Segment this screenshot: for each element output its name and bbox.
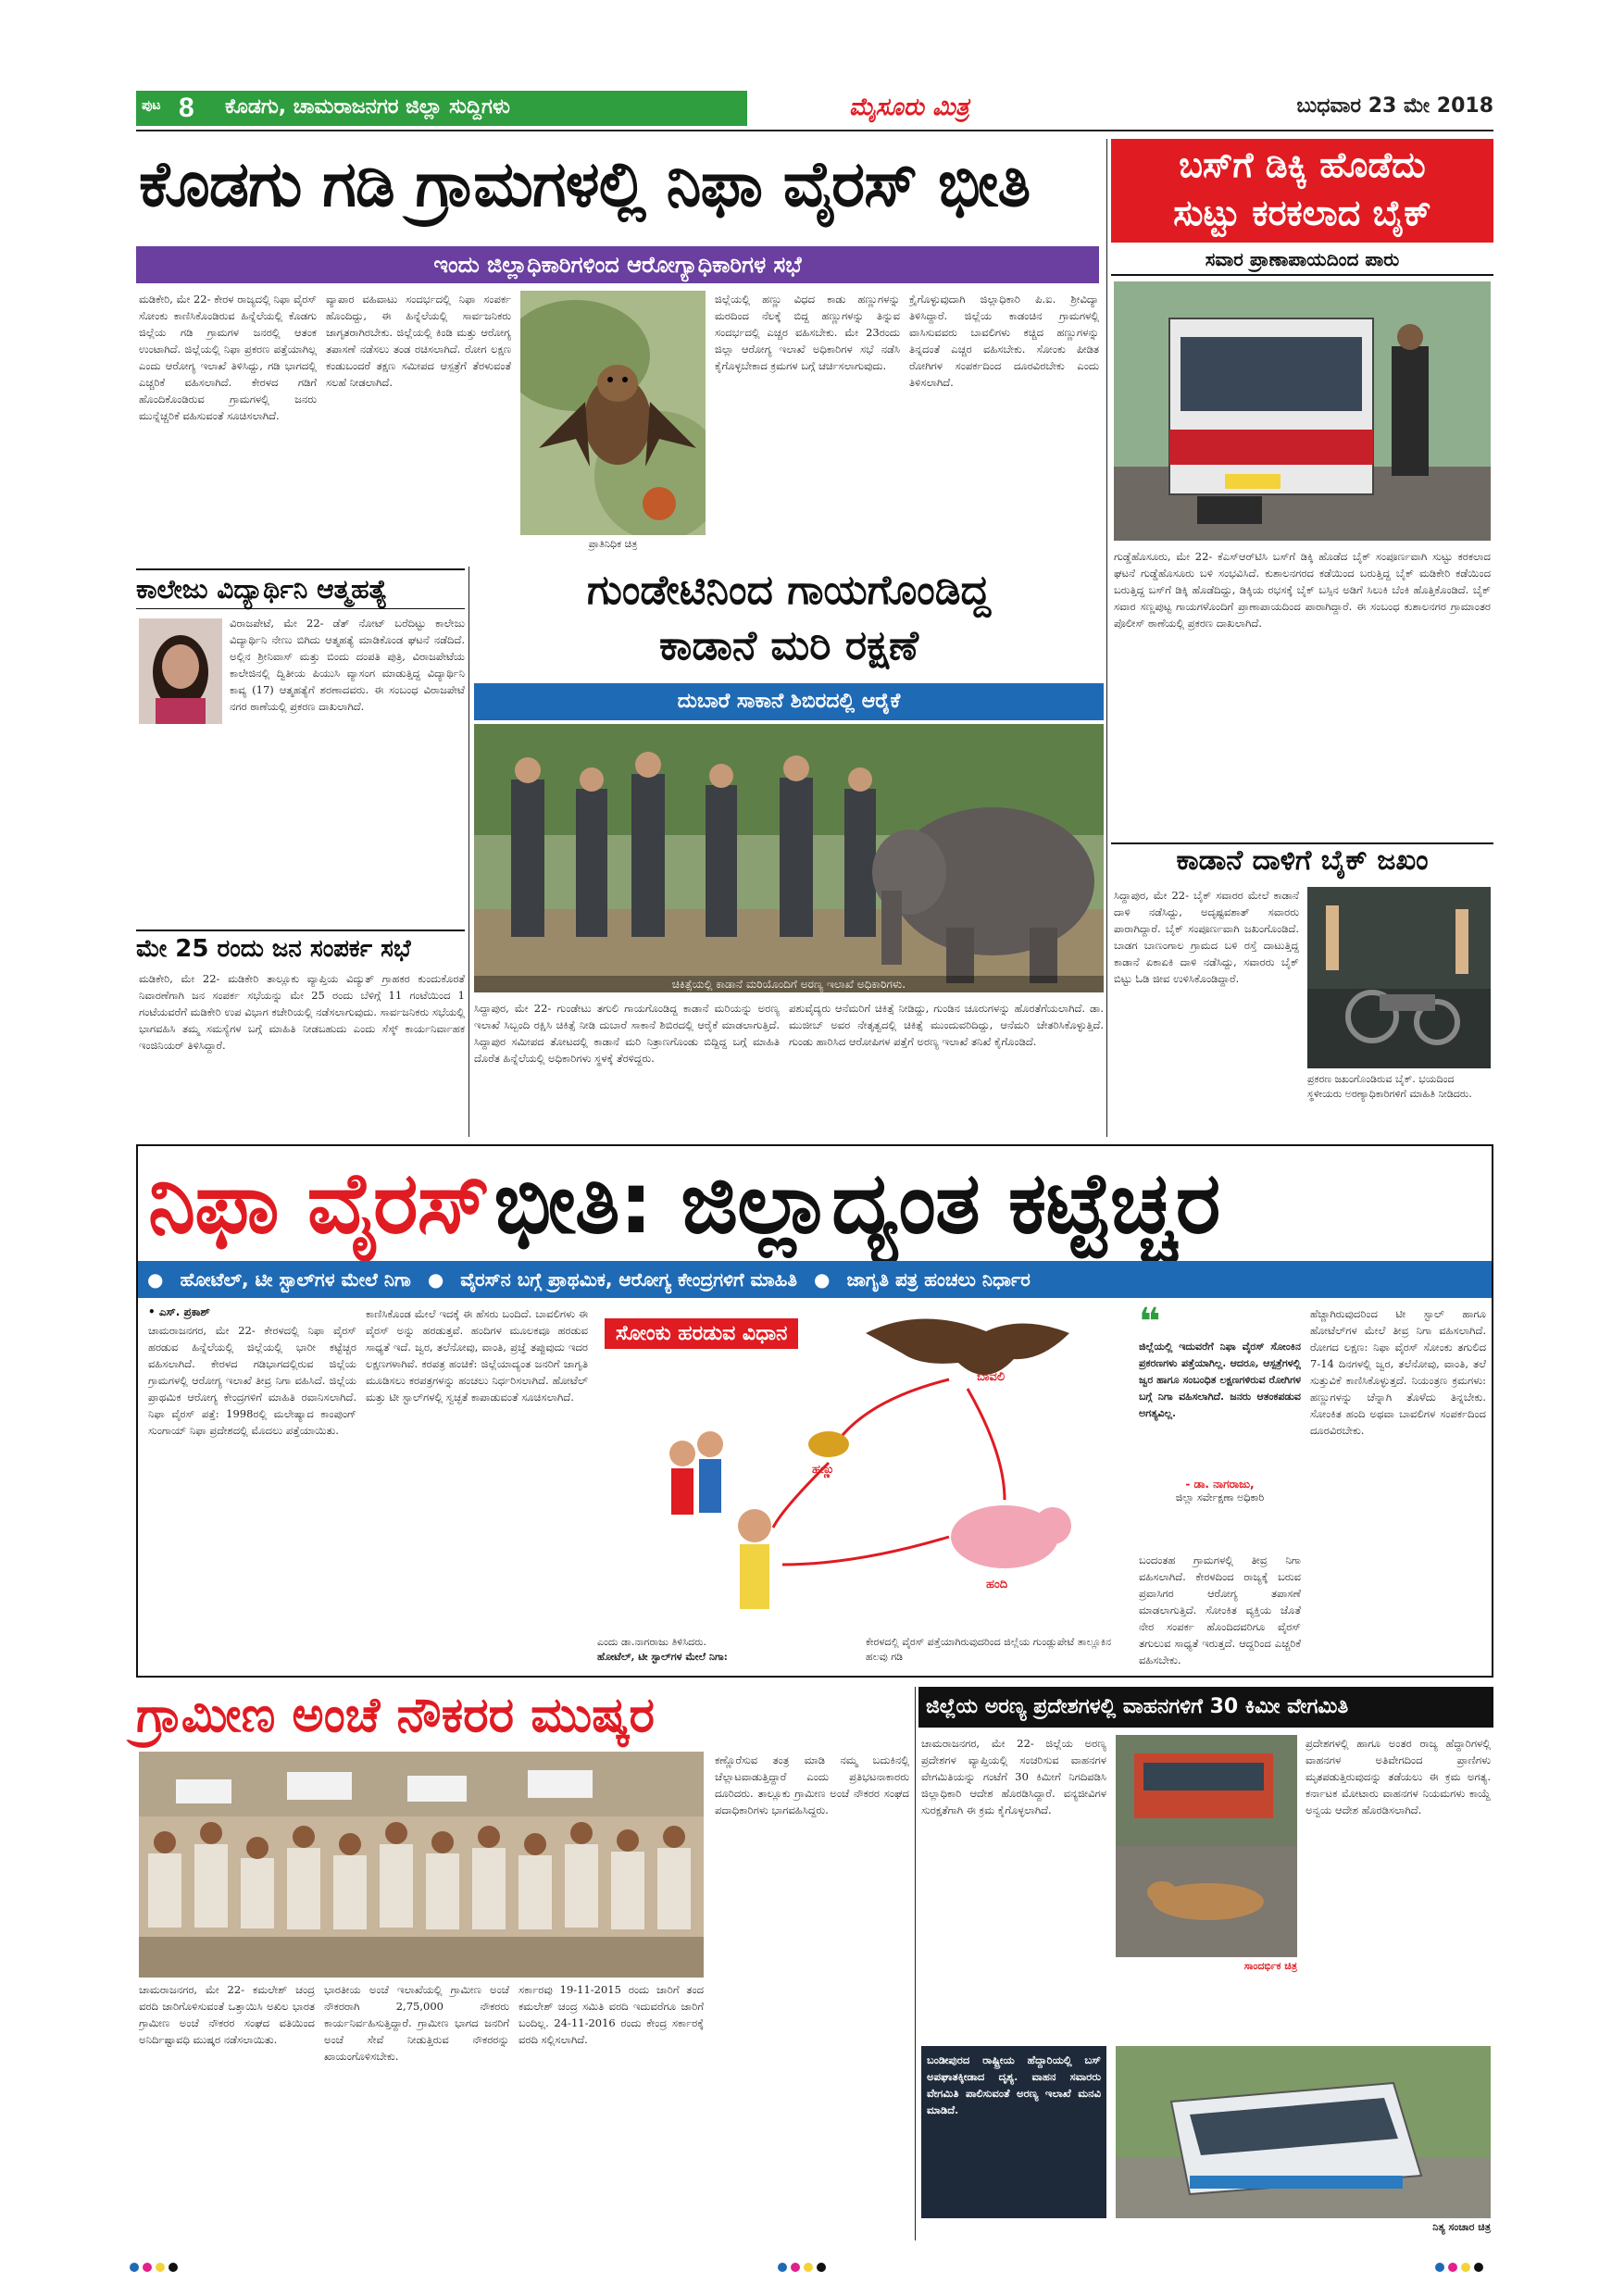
infection-diagram bbox=[597, 1305, 1130, 1629]
rescue-photo bbox=[474, 724, 1104, 992]
forest-col-1: ಚಾಮರಾಜನಗರ, ಮೇ 22- ಜಿಲ್ಲೆಯ ಅರಣ್ಯ ಪ್ರದೇಶಗಳ ವ್ಯಾಪ್ತಿಯಲ್ಲಿ ಸಂಚರಿಸುವ ವಾಹನಗಳ ವೇಗಮಿತಿಯನ್ನು ಗಂಟೆಗೆ 30 ಕಿಮೀಗೆ ನಿಗದಿಪಡಿಸಿ ಜಿಲ್ಲಾಧಿಕಾರಿ ಆದೇಶ ಹೊರಡಿಸಿದ್ದಾರೆ. ವನ್ಯಜೀವಿಗಳ ಸುರಕ್ಷತೆಗಾಗಿ ಈ ಕ್ರಮ ಕೈಗೊಳ್ಳಲಾಗಿದೆ. bbox=[921, 1737, 1106, 1816]
lead-col-4: ಜಿಲ್ಲೆಯಲ್ಲಿ ಹಣ್ಣು ವಿಧದ ಕಾಡು ಹಣ್ಣುಗಳನ್ನು ಮರದಿಂದ ನೆಲಕ್ಕೆ ಬಿದ್ದ ಹಣ್ಣುಗಳನ್ನು ತಿನ್ನುವ ಸಂದರ್ಭದಲ್ಲಿ ಎಚ್ಚರ ವಹಿಸಬೇಕು. ಮೇ 23ರಂದು ಜಿಲ್ಲಾ ಆರೋಗ್ಯ ಇಲಾಖೆ ಅಧಿಕಾರಿಗಳ ಸಭೆ ನಡೆಸಿ ಕೈಗೊಳ್ಳಬೇಕಾದ ಕ್ರಮಗಳ ಬಗ್ಗೆ ಚರ್ಚಿಸಲಾಗುವುದು. bbox=[715, 293, 900, 372]
section-title: ಕೊಡಗು, ಚಾಮರಾಜನಗರ ಜಿಲ್ಲಾ ಸುದ್ದಿಗಳು bbox=[225, 95, 510, 119]
quote-mark-icon: ❝ bbox=[1139, 1301, 1161, 1343]
column-rule bbox=[468, 567, 469, 1137]
column-rule bbox=[1106, 139, 1107, 1137]
rescue-headline-2: ಕಾಡಾನೆ ಮರಿ ರಕ್ಷಣೆ bbox=[659, 622, 918, 669]
quote-role: ಜಿಲ್ಲಾ ಸರ್ವೇಕ್ಷಣಾ ಅಧಿಕಾರಿ bbox=[1175, 1491, 1265, 1504]
registration-dot bbox=[143, 2263, 152, 2272]
rescue-headline-1: ಗುಂಡೇಟಿನಿಂದ ಗಾಯಗೊಂಡಿದ್ದ bbox=[587, 567, 991, 614]
strike-photo bbox=[139, 1752, 704, 1978]
postal-col-2: ಭಾರತೀಯ ಅಂಚೆ ಇಲಾಖೆಯಲ್ಲಿ ಗ್ರಾಮೀಣ ಅಂಚೆ ನೌಕರರಾಗಿ 2,75,000 ನೌಕರರು ಕಾರ್ಯನಿರ್ವಹಿಸುತ್ತಿದ್ದಾರೆ. ಗ್ರಾಮೀಣ ಭಾಗದ ಜನರಿಗೆ ಅಂಚೆ ಸೇವೆ ನೀಡುತ್ತಿರುವ ನೌಕರರನ್ನು ಖಾಯಂಗೊಳಿಸಬೇಕು. bbox=[324, 1983, 509, 2063]
lead-subhead: ಇಂದು ಜಿಲ್ಲಾಧಿಕಾರಿಗಳಿಂದ ಆರೋಗ್ಯಾಧಿಕಾರಿಗಳ ಸಭೆ bbox=[136, 246, 1099, 283]
nipah-col-right-2: ಹೆಚ್ಚಾಗಿರುವುದರಿಂದ ಟೀ ಸ್ಟಾಲ್ ಹಾಗೂ ಹೋಟೆಲ್‌ಗಳ ಮೇಲೆ ತೀವ್ರ ನಿಗಾ ವಹಿಸಲಾಗಿದೆ. ರೋಗದ ಲಕ್ಷಣ: ನಿಫಾ ವೈರಸ್ ಸೋಂಕು ತಗುಲಿದ 7-14 ದಿನಗಳಲ್ಲಿ ಜ್ವರ, ತಲೆನೋವು, ವಾಂತಿ, ತಲೆ ಸುತ್ತುವಿಕೆ ಕಾಣಿಸಿಕೊಳ್ಳುತ್ತದೆ. ನಿಯಂತ್ರಣ ಕ್ರಮಗಳು: ಹಣ್ಣುಗಳನ್ನು ಚೆನ್ನಾಗಿ ತೊಳೆದು ತಿನ್ನಬೇಕು. ಸೋಂಕಿತ ಹಂದಿ ಅಥವಾ ಬಾವಲಿಗಳ ಸಂಪರ್ಕದಿಂದ ದೂರವಿರಬೇಕು. bbox=[1310, 1307, 1486, 1437]
diagram-caption-left bbox=[597, 1635, 856, 1665]
diagram-illustration bbox=[597, 1305, 1130, 1629]
postal-col-4: ಕಣ್ಣೊರೆಸುವ ತಂತ್ರ ಮಾಡಿ ನಮ್ಮ ಬದುಕಿನಲ್ಲಿ ಚೆಲ್ಲಾಟವಾಡುತ್ತಿದ್ದಾರೆ ಎಂದು ಪ್ರತಿಭಟನಾಕಾರರು ದೂರಿದರು. ತಾಲ್ಲೂಕು ಗ್ರಾಮೀಣ ಅಂಚೆ ನೌಕರರ ಸಂಘದ ಪದಾಧಿಕಾರಿಗಳು ಭಾಗವಹಿಸಿದ್ದರು. bbox=[715, 1753, 909, 1816]
rescue-photo-caption: ಚಿಕಿತ್ಸೆಯಲ್ಲಿ ಕಾಡಾನೆ ಮರಿಯೊಂದಿಗೆ ಅರಣ್ಯ ಇಲಾಖೆ ಅಧಿಕಾರಿಗಳು. bbox=[474, 976, 1104, 992]
registration-dot bbox=[130, 2263, 139, 2272]
registration-dot bbox=[804, 2263, 813, 2272]
nipah-headline-red: ನಿಫಾ ವೈರಸ್ bbox=[148, 1154, 490, 1253]
diagram-label-fruit: ಹಣ್ಣು bbox=[812, 1463, 835, 1477]
bullet-dot: ● bbox=[813, 1268, 831, 1291]
page-number: 8 bbox=[179, 93, 194, 123]
bus-headline-line2: ಸುಟ್ಟು ಕರಕಲಾದ ಬೈಕ್ bbox=[1173, 193, 1431, 233]
elephant-attack-headline: ಕಾಡಾನೆ ದಾಳಿಗೆ ಬೈಕ್ ಜಖಂ bbox=[1111, 842, 1493, 881]
quote-author: - ಡಾ. ನಾಗರಾಜು, bbox=[1185, 1478, 1255, 1491]
paper-name: ಮೈಸೂರು ಮಿತ್ರ bbox=[849, 94, 969, 121]
lead-headline: ಕೊಡಗು ಗಡಿ ಗ್ರಾಮಗಳಲ್ಲಿ ನಿಫಾ ವೈರಸ್ ಭೀತಿ bbox=[139, 148, 1031, 221]
nipah-bullet: ವೈರಸ್‌ನ ಬಗ್ಗೆ ಪ್ರಾಥಮಿಕ, ಆರೋಗ್ಯ ಕೇಂದ್ರಗಳಿಗೆ ಮಾಹಿತಿ bbox=[460, 1268, 797, 1291]
bat-photo bbox=[520, 291, 706, 535]
diagram-label-pig: ಹಂದಿ bbox=[986, 1578, 1008, 1591]
registration-dot bbox=[169, 2263, 178, 2272]
attack-photo-caption: ಪ್ರಕರಣ ಜಖಂಗೊಂಡಿರುವ ಬೈಕ್. ಭಯದಿಂದ ಸ್ಥಳೀಯರು ಅರಣ್ಯಾಧಿಕಾರಿಗಳಿಗೆ ಮಾಹಿತಿ ನೀಡಿದರು. bbox=[1307, 1073, 1472, 1100]
registration-dot bbox=[791, 2263, 800, 2272]
rescue-col-2: ಪಶುವೈದ್ಯರು ಆನೆಮರಿಗೆ ಚಿಕಿತ್ಸೆ ನೀಡಿದ್ದು, ಗುಂಡಿನ ಚೂರುಗಳನ್ನು ಹೊರತೆಗೆಯಲಾಗಿದೆ. ಡಾ. ಮುಜೀಬ್ ಅವರ ನೇತೃತ್ವದಲ್ಲಿ ಚಿಕಿತ್ಸೆ ಮುಂದುವರಿದಿದ್ದು, ಆನೆಮರಿ ಚೇತರಿಸಿಕೊಳ್ಳುತ್ತಿದೆ. ಗುಂಡು ಹಾರಿಸಿದ ಆರೋಪಿಗಳ ಪತ್ತೆಗೆ ಅರಣ್ಯ ಇಲಾಖೆ ತನಿಖೆ ಕೈಗೊಂಡಿದೆ. bbox=[789, 1002, 1104, 1048]
registration-dot bbox=[1474, 2263, 1483, 2272]
bat-photo-caption: ಪ್ರಾತಿನಿಧಿಕ ಚಿತ್ರ bbox=[588, 538, 638, 550]
bullet-dot: ● bbox=[427, 1268, 444, 1291]
postal-col-1: ಚಾಮರಾಜನಗರ, ಮೇ 22- ಕಮಲೇಶ್ ಚಂದ್ರ ವರದಿ ಜಾರಿಗೊಳಿಸುವಂತೆ ಒತ್ತಾಯಿಸಿ ಅಖಿಲ ಭಾರತ ಗ್ರಾಮೀಣ ಅಂಚೆ ನೌಕರರ ಸಂಘದ ವತಿಯಿಂದ ಅನಿರ್ದಿಷ್ಟಾವಧಿ ಮುಷ್ಕರ ನಡೆಸಲಾಯಿತು. bbox=[139, 1983, 315, 2046]
bus-accident-photo bbox=[1116, 2046, 1491, 2218]
nipah-col-right-1: ಬಂದಂತಹ ಗ್ರಾಮಗಳಲ್ಲಿ ತೀವ್ರ ನಿಗಾ ವಹಿಸಲಾಗಿದೆ. ಕೇರಳದಿಂದ ರಾಜ್ಯಕ್ಕೆ ಬರುವ ಪ್ರವಾಸಿಗರ ಆರೋಗ್ಯ ತಪಾಸಣೆ ಮಾಡಲಾಗುತ್ತಿದೆ. ಸೋಂಕಿತ ವ್ಯಕ್ತಿಯ ಜೊತೆ ನೇರ ಸಂಪರ್ಕ ಹೊಂದಿದವರಿಗೂ ವೈರಸ್ ತಗುಲುವ ಸಾಧ್ಯತೆ ಇರುತ್ತದೆ. ಆದ್ದರಿಂದ ಎಚ್ಚರಿಕೆ ವಹಿಸಬೇಕು. bbox=[1139, 1554, 1301, 1666]
bus-subhead: ಸವಾರ ಪ್ರಾಣಾಪಾಯದಿಂದ ಪಾರು bbox=[1111, 248, 1493, 276]
nipah-byline: • ಎಸ್. ಪ್ರಕಾಶ್ bbox=[148, 1305, 210, 1318]
diagram-title: ಸೋಂಕು ಹರಡುವ ವಿಧಾನ bbox=[605, 1318, 798, 1349]
elephant-attack-body: ಸಿದ್ದಾಪುರ, ಮೇ 22- ಬೈಕ್ ಸವಾರರ ಮೇಲೆ ಕಾಡಾನೆ ದಾಳಿ ನಡೆಸಿದ್ದು, ಅದೃಷ್ಟವಶಾತ್ ಸವಾರರು ಪಾರಾಗಿದ್ದಾರೆ. ಬೈಕ್ ಸಂಪೂರ್ಣವಾಗಿ ಜಖಂಗೊಂಡಿದೆ. ಬಾಡಗ ಬಾಣಂಗಾಲ ಗ್ರಾಮದ ಬಳಿ ರಸ್ತೆ ದಾಟುತ್ತಿದ್ದ ಕಾಡಾನೆ ಏಕಾಏಕಿ ದಾಳಿ ನಡೆಸಿದ್ದು, ಸವಾರರು ಬೈಕ್ ಬಿಟ್ಟು ಓಡಿ ಜೀವ ಉಳಿಸಿಕೊಂಡಿದ್ದಾರೆ. bbox=[1114, 889, 1299, 985]
masthead bbox=[136, 89, 1493, 130]
diagram-label-bat: ಬಾವಲಿ bbox=[977, 1370, 1006, 1384]
bus-body: ಗುಡ್ಡೆಹೊಸೂರು, ಮೇ 22- ಕೆಎಸ್‌ಆರ್‌ಟಿಸಿ ಬಸ್‌ಗೆ ಡಿಕ್ಕಿ ಹೊಡೆದ ಬೈಕ್ ಸಂಪೂರ್ಣವಾಗಿ ಸುಟ್ಟು ಕರಕಲಾದ ಘಟನೆ ಗುಡ್ಡೆಹೊಸೂರು ಬಳಿ ಸಂಭವಿಸಿದೆ. ಕುಶಾಲನಗರದ ಕಡೆಯಿಂದ ಬರುತ್ತಿದ್ದ ಬೈಕ್ ಮಡಿಕೇರಿ ಕಡೆಯಿಂದ ಬರುತ್ತಿದ್ದ ಬಸ್‌ಗೆ ಡಿಕ್ಕಿ ಹೊಡೆದಿದ್ದು, ಡಿಕ್ಕಿಯ ರಭಸಕ್ಕೆ ಬೈಕ್ ಬಸ್ಸಿನ ಅಡಿಗೆ ಸಿಲುಕಿ ಬೆಂಕಿ ಹೊತ್ತಿಕೊಂಡಿದೆ. ಬೈಕ್ ಸವಾರ ಸಣ್ಣಪುಟ್ಟ ಗಾಯಗಳೊಂದಿಗೆ ಪ್ರಾಣಾಪಾಯದಿಂದ ಪಾರಾಗಿದ್ದಾರೆ. ಈ ಸಂಬಂಧ ಕುಶಾಲನಗರ ಗ್ರಾಮಾಂತರ ಪೊಲೀಸ್ ಠಾಣೆಯಲ್ಲಿ ಪ್ರಕರಣ ದಾಖಲಾಗಿದೆ. bbox=[1114, 550, 1491, 630]
student-photo bbox=[139, 618, 222, 724]
jana-sabhe-body: ಮಡಿಕೇರಿ, ಮೇ 22- ಮಡಿಕೇರಿ ತಾಲ್ಲೂಕು ವ್ಯಾಪ್ತಿಯ ವಿದ್ಯುತ್ ಗ್ರಾಹಕರ ಕುಂದುಕೊರತೆ ನಿವಾರಣೆಗಾಗಿ ಜನ ಸಂಪರ್ಕ ಸಭೆಯನ್ನು ಮೇ 25 ರಂದು ಬೆಳಿಗ್ಗೆ 11 ಗಂಟೆಯಿಂದ 1 ಗಂಟೆಯವರೆಗೆ ಮಡಿಕೇರಿ ಉಪ ವಿಭಾಗ ಕಚೇರಿಯಲ್ಲಿ ನಡೆಸಲಾಗುವುದು. ಸಾರ್ವಜನಿಕರು ಸಭೆಯಲ್ಲಿ ಭಾಗವಹಿಸಿ ತಮ್ಮ ಸಮಸ್ಯೆಗಳ ಬಗ್ಗೆ ಮಾಹಿತಿ ನೀಡಬಹುದು ಎಂದು ಸೆಸ್ಕ್ ಕಾರ್ಯನಿರ್ವಾಹಕ ಇಂಜಿನಿಯರ್ ತಿಳಿಸಿದ್ದಾರೆ. bbox=[139, 972, 465, 1052]
nipah-col-1: ಚಾಮರಾಜನಗರ, ಮೇ 22- ಕೇರಳದಲ್ಲಿ ನಿಫಾ ವೈರಸ್ ಹರಡುವ ಹಿನ್ನೆಲೆಯಲ್ಲಿ ಜಿಲ್ಲೆಯಲ್ಲಿ ಭಾರೀ ಕಟ್ಟೆಚ್ಚರ ವಹಿಸಲಾಗಿದೆ. ಕೇರಳದ ಗಡಿಭಾಗದಲ್ಲಿರುವ ಜಿಲ್ಲೆಯ ಗ್ರಾಮಗಳಲ್ಲಿ ಆರೋಗ್ಯ ಇಲಾಖೆ ತೀವ್ರ ನಿಗಾ ವಹಿಸಿದೆ. ಜಿಲ್ಲೆಯ ಪ್ರಾಥಮಿಕ ಆರೋಗ್ಯ ಕೇಂದ್ರಗಳಿಗೆ ಮಾಹಿತಿ ರವಾನಿಸಲಾಗಿದೆ. ನಿಫಾ ವೈರಸ್ ಪತ್ತೆ: 1998ರಲ್ಲಿ ಮಲೇಷ್ಯಾದ ಕಾಂಪುಂಗ್ ಸುಂಗಾಯ್ ನಿಫಾ ಪ್ರದೇಶದಲ್ಲಿ ಮೊದಲು ಪತ್ತೆಯಾಯಿತು. bbox=[148, 1324, 356, 1437]
registration-dot bbox=[778, 2263, 787, 2272]
column-rule bbox=[915, 1687, 916, 2240]
nipah-headline bbox=[148, 1148, 1481, 1259]
quote-text: ಜಿಲ್ಲೆಯಲ್ಲಿ ಇದುವರೆಗೆ ನಿಫಾ ವೈರಸ್ ಸೋಂಕಿನ ಪ್ರಕರಣಗಳು ಪತ್ತೆಯಾಗಿಲ್ಲ. ಆದರೂ, ಆಸ್ಪತ್ರೆಗಳಲ್ಲಿ ಜ್ವರ ಹಾಗೂ ಸಂಬಂಧಿತ ಲಕ್ಷಣಗಳಿರುವ ರೋಗಿಗಳ ಬಗ್ಗೆ ನಿಗಾ ವಹಿಸಲಾಗಿದೆ. ಜನರು ಆತಂಕಪಡುವ ಅಗತ್ಯವಿಲ್ಲ. bbox=[1139, 1341, 1301, 1419]
diagram-caption-right: ಕೇರಳದಲ್ಲಿ ವೈರಸ್ ಪತ್ತೆಯಾಗಿರುವುದರಿಂದ ಜಿಲ್ಲೆಯ ಗುಂಡ್ಲುಪೇಟೆ ತಾಲ್ಲೂಕಿನ ಹಲವು ಗಡಿ bbox=[866, 1636, 1112, 1663]
page-label: ಪುಟ bbox=[142, 98, 161, 113]
bus-accident-caption: ನಿತ್ಯ ಸಂಚಾರ ಚಿತ್ರ bbox=[1432, 2221, 1491, 2233]
forest-inset: ಬಂಡೀಪುರದ ರಾಷ್ಟ್ರೀಯ ಹೆದ್ದಾರಿಯಲ್ಲಿ ಬಸ್ ಅಪಘಾತಕ್ಕೀಡಾದ ದೃಶ್ಯ. ವಾಹನ ಸವಾರರು ವೇಗಮಿತಿ ಪಾಲಿಸುವಂತೆ ಅರಣ್ಯ ಇಲಾಖೆ ಮನವಿ ಮಾಡಿದೆ. bbox=[921, 2046, 1106, 2218]
lead-col-5: ಕ್ರೈಗೊಳ್ಳುವುದಾಗಿ ಜಿಲ್ಲಾಧಿಕಾರಿ ಪಿ.ಐ. ಶ್ರೀವಿದ್ಯಾ ತಿಳಿಸಿದ್ದಾರೆ. ಜಿಲ್ಲೆಯ ಕಾಡಂಚಿನ ಗ್ರಾಮಗಳಲ್ಲಿ ವಾಸಿಸುವವರು ಬಾವಲಿಗಳು ಕಚ್ಚಿದ ಹಣ್ಣುಗಳನ್ನು ತಿನ್ನದಂತೆ ಎಚ್ಚರ ವಹಿಸಬೇಕು. ಸೋಂಕು ಪೀಡಿತ ರೋಗಿಗಳ ಸಂಪರ್ಕದಿಂದ ದೂರವಿರಬೇಕು ಎಂದು ತಿಳಿಸಲಾಗಿದೆ. bbox=[909, 293, 1099, 389]
issue-date: ಬುಧವಾರ 23 ಮೇ 2018 bbox=[1296, 94, 1493, 118]
nipah-bullet-band bbox=[138, 1261, 1492, 1298]
quote-block bbox=[1139, 1301, 1301, 1546]
postal-col-3: ಸರ್ಕಾರವು 19-11-2015 ರಂದು ಜಾರಿಗೆ ತಂದ ಕಮಲೇಶ್ ಚಂದ್ರ ಸಮಿತಿ ವರದಿ ಇದುವರೆಗೂ ಜಾರಿಗೆ ಬಂದಿಲ್ಲ. 24-11-2016 ರಂದು ಕೇಂದ್ರ ಸರ್ಕಾರಕ್ಕೆ ವರದಿ ಸಲ್ಲಿಸಲಾಗಿದೆ. bbox=[518, 1983, 704, 2046]
registration-marks bbox=[130, 2259, 1500, 2277]
registration-dot bbox=[817, 2263, 826, 2272]
nipah-bullet: ಜಾಗೃತಿ ಪತ್ರ ಹಂಚಲು ನಿರ್ಧಾರ bbox=[846, 1268, 1031, 1291]
attack-photo bbox=[1307, 887, 1491, 1068]
diagram-caption-line: ಎಂದು ಡಾ.ನಾಗರಾಜು ತಿಳಿಸಿದರು. bbox=[597, 1636, 707, 1648]
nipah-bullet: ಹೋಟೆಲ್, ಟೀ ಸ್ಟಾಲ್‌ಗಳ ಮೇಲೆ ನಿಗಾ bbox=[180, 1268, 411, 1291]
registration-dot bbox=[1448, 2263, 1457, 2272]
lead-col-2: ವ್ಯಾಪಾರ ವಹಿವಾಟು ಸಂದರ್ಭದಲ್ಲಿ ನಿಫಾ ಸಂಪರ್ಕ ಹೊಂದಿದ್ದು, ಈ ಹಿನ್ನೆಲೆಯಲ್ಲಿ ಸಾರ್ವಜನಿಕರು ಜಾಗೃತರಾಗಿರಬೇಕು. ಜಿಲ್ಲೆಯಲ್ಲಿ ಕಿಂಡಿ ಮತ್ತು ಆರೋಗ್ಯ ತಪಾಸಣೆ ನಡೆಸಲು ತಂಡ ರಚಿಸಲಾಗಿದೆ. ರೋಗ ಲಕ್ಷಣ ಕಂಡುಬಂದರೆ ತಕ್ಷಣ ಸಮೀಪದ ಆಸ್ಪತ್ರೆಗೆ ತೆರಳುವಂತೆ ಸಲಹೆ ನೀಡಲಾಗಿದೆ. bbox=[326, 293, 511, 389]
bus-headline-box bbox=[1111, 139, 1493, 243]
student-headline: ಕಾಲೇಜು ವಿದ್ಯಾರ್ಥಿನಿ ಆತ್ಮಹತ್ಯೆ bbox=[136, 568, 465, 609]
nipah-headline-black: ಭೀತಿ: ಜಿಲ್ಲಾದ್ಯಂತ ಕಟ್ಟೆಚ್ಚರ bbox=[493, 1154, 1220, 1253]
masthead-rule bbox=[136, 130, 1493, 131]
forest-headline: ಜಿಲ್ಲೆಯ ಅರಣ್ಯ ಪ್ರದೇಶಗಳಲ್ಲಿ ವಾಹನಗಳಿಗೆ 30 ಕಿಮೀ ವೇಗಮಿತಿ bbox=[918, 1687, 1493, 1728]
rescue-col-1: ಸಿದ್ದಾಪುರ, ಮೇ 22- ಗುಂಡೇಟು ತಗುಲಿ ಗಾಯಗೊಂಡಿದ್ದ ಕಾಡಾನೆ ಮರಿಯನ್ನು ಅರಣ್ಯ ಇಲಾಖೆ ಸಿಬ್ಬಂದಿ ರಕ್ಷಿಸಿ ಚಿಕಿತ್ಸೆ ನೀಡಿ ದುಬಾರೆ ಸಾಕಾನೆ ಶಿಬಿರದಲ್ಲಿ ಆರೈಕೆ ಮಾಡಲಾಗುತ್ತಿದೆ. ಸಿದ್ದಾಪುರ ಸಮೀಪದ ತೋಟದಲ್ಲಿ ಕಾಡಾನೆ ಮರಿ ನಿತ್ರಾಣಗೊಂಡು ಬಿದ್ದಿದ್ದ ಬಗ್ಗೆ ಮಾಹಿತಿ ದೊರೆತ ಹಿನ್ನೆಲೆಯಲ್ಲಿ ಅಧಿಕಾರಿಗಳು ಸ್ಥಳಕ್ಕೆ ತೆರಳಿದ್ದರು. bbox=[474, 1002, 780, 1065]
student-body: ವಿರಾಜಪೇಟೆ, ಮೇ 22- ಡೆತ್ ನೋಟ್ ಬರೆದಿಟ್ಟು ಕಾಲೇಜು ವಿದ್ಯಾರ್ಥಿನಿ ನೇಣು ಬಿಗಿದು ಆತ್ಮಹತ್ಯೆ ಮಾಡಿಕೊಂಡ ಘಟನೆ ನಡೆದಿದೆ. ಅಲ್ಲಿನ ಶ್ರೀನಿವಾಸ್ ಮತ್ತು ಬಿಂದು ದಂಪತಿ ಪುತ್ರಿ, ವಿರಾಜಪೇಟೆಯ ಕಾಲೇಜಿನಲ್ಲಿ ದ್ವಿತೀಯ ಪಿಯುಸಿ ವ್ಯಾಸಂಗ ಮಾಡುತ್ತಿದ್ದ ವಿದ್ಯಾರ್ಥಿನಿ ಕಾವ್ಯ (17) ಆತ್ಮಹತ್ಯೆಗೆ ಶರಣಾದವರು. ಈ ಸಂಬಂಧ ವಿರಾಜಪೇಟೆ ನಗರ ಠಾಣೆಯಲ್ಲಿ ಪ್ರಕರಣ ದಾಖಲಾಗಿದೆ. bbox=[230, 617, 465, 713]
postal-headline: ಗ್ರಾಮೀಣ ಅಂಚೆ ನೌಕರರ ಮುಷ್ಕರ bbox=[136, 1688, 656, 1743]
deer-photo bbox=[1116, 1735, 1297, 1957]
diagram-caption-line: ಹೋಟೆಲ್, ಟೀ ಸ್ಟಾಲ್‌ಗಳ ಮೇಲೆ ನಿಗಾ: bbox=[597, 1651, 728, 1663]
jana-sabhe-headline: ಮೇ 25 ರಂದು ಜನ ಸಂಪರ್ಕ ಸಭೆ bbox=[136, 930, 465, 967]
lead-col-1: ಮಡಿಕೇರಿ, ಮೇ 22- ಕೇರಳ ರಾಜ್ಯದಲ್ಲಿ ನಿಫಾ ವೈರಸ್ ಸೋಂಕು ಕಾಣಿಸಿಕೊಂಡಿರುವ ಹಿನ್ನೆಲೆಯಲ್ಲಿ ಕೊಡಗು ಜಿಲ್ಲೆಯ ಗಡಿ ಗ್ರಾಮಗಳ ಜನರಲ್ಲಿ ಆತಂಕ ಉಂಟಾಗಿದೆ. ಜಿಲ್ಲೆಯಲ್ಲಿ ನಿಫಾ ಪ್ರಕರಣ ಪತ್ತೆಯಾಗಿಲ್ಲ ಎಂದು ಆರೋಗ್ಯ ಇಲಾಖೆ ತಿಳಿಸಿದ್ದು, ಗಡಿ ಭಾಗದಲ್ಲಿ ಎಚ್ಚರಿಕೆ ವಹಿಸಲಾಗಿದೆ. ಕೇರಳದ ಗಡಿಗೆ ಹೊಂದಿಕೊಂಡಿರುವ ಗ್ರಾಮಗಳಲ್ಲಿ ಜನರು ಮುನ್ನೆಚ್ಚರಿಕೆ ವಹಿಸುವಂತೆ ಸೂಚಿಸಲಾಗಿದೆ. bbox=[139, 293, 317, 422]
bullet-dot: ● bbox=[147, 1268, 164, 1291]
registration-dot bbox=[1435, 2263, 1444, 2272]
forest-col-2: ಪ್ರದೇಶಗಳಲ್ಲಿ ಹಾಗೂ ಅಂತರ ರಾಜ್ಯ ಹೆದ್ದಾರಿಗಳಲ್ಲಿ ವಾಹನಗಳ ಅತಿವೇಗದಿಂದ ಪ್ರಾಣಿಗಳು ಮೃತಪಡುತ್ತಿರುವುದನ್ನು ತಡೆಯಲು ಈ ಕ್ರಮ ಅಗತ್ಯ. ಕರ್ನಾಟಕ ಮೋಟಾರು ವಾಹನಗಳ ನಿಯಮಗಳು ಕಾಯ್ದೆ ಅನ್ವಯ ಆದೇಶ ಹೊರಡಿಸಲಾಗಿದೆ. bbox=[1305, 1737, 1491, 1816]
nipah-col-2: ಕಾಣಿಸಿಕೊಂಡ ಮೇಲೆ ಇದಕ್ಕೆ ಈ ಹೆಸರು ಬಂದಿದೆ. ಬಾವಲಿಗಳು ಈ ವೈರಸ್ ಅನ್ನು ಹರಡುತ್ತವೆ. ಹಂದಿಗಳ ಮೂಲಕವೂ ಹರಡುವ ಸಾಧ್ಯತೆ ಇದೆ. ಜ್ವರ, ತಲೆನೋವು, ವಾಂತಿ, ಪ್ರಜ್ಞೆ ತಪ್ಪುವುದು ಇದರ ಲಕ್ಷಣಗಳಾಗಿವೆ. ಕರಪತ್ರ ಹಂಚಿಕೆ: ಜಿಲ್ಲೆಯಾದ್ಯಂತ ಜನರಿಗೆ ಜಾಗೃತಿ ಮೂಡಿಸಲು ಕರಪತ್ರಗಳನ್ನು ಹಂಚಲು ನಿರ್ಧರಿಸಲಾಗಿದೆ. ಹೋಟೆಲ್ ಮತ್ತು ಟೀ ಸ್ಟಾಲ್‌ಗಳಲ್ಲಿ ಸ್ವಚ್ಛತೆ ಕಾಪಾಡುವಂತೆ ಸೂಚಿಸಲಾಗಿದೆ. bbox=[366, 1307, 588, 1404]
rescue-subhead: ದುಬಾರೆ ಸಾಕಾನೆ ಶಿಬಿರದಲ್ಲಿ ಆರೈಕೆ bbox=[474, 683, 1104, 720]
registration-dot bbox=[1461, 2263, 1470, 2272]
registration-dot bbox=[156, 2263, 165, 2272]
bus-headline-line1: ಬಸ್‌ಗೆ ಡಿಕ್ಕಿ ಹೊಡೆದು bbox=[1179, 144, 1426, 185]
deer-photo-caption: ಸಾಂದರ್ಭಿಕ ಚಿತ್ರ bbox=[1243, 1960, 1297, 1972]
bus-photo bbox=[1114, 281, 1491, 541]
